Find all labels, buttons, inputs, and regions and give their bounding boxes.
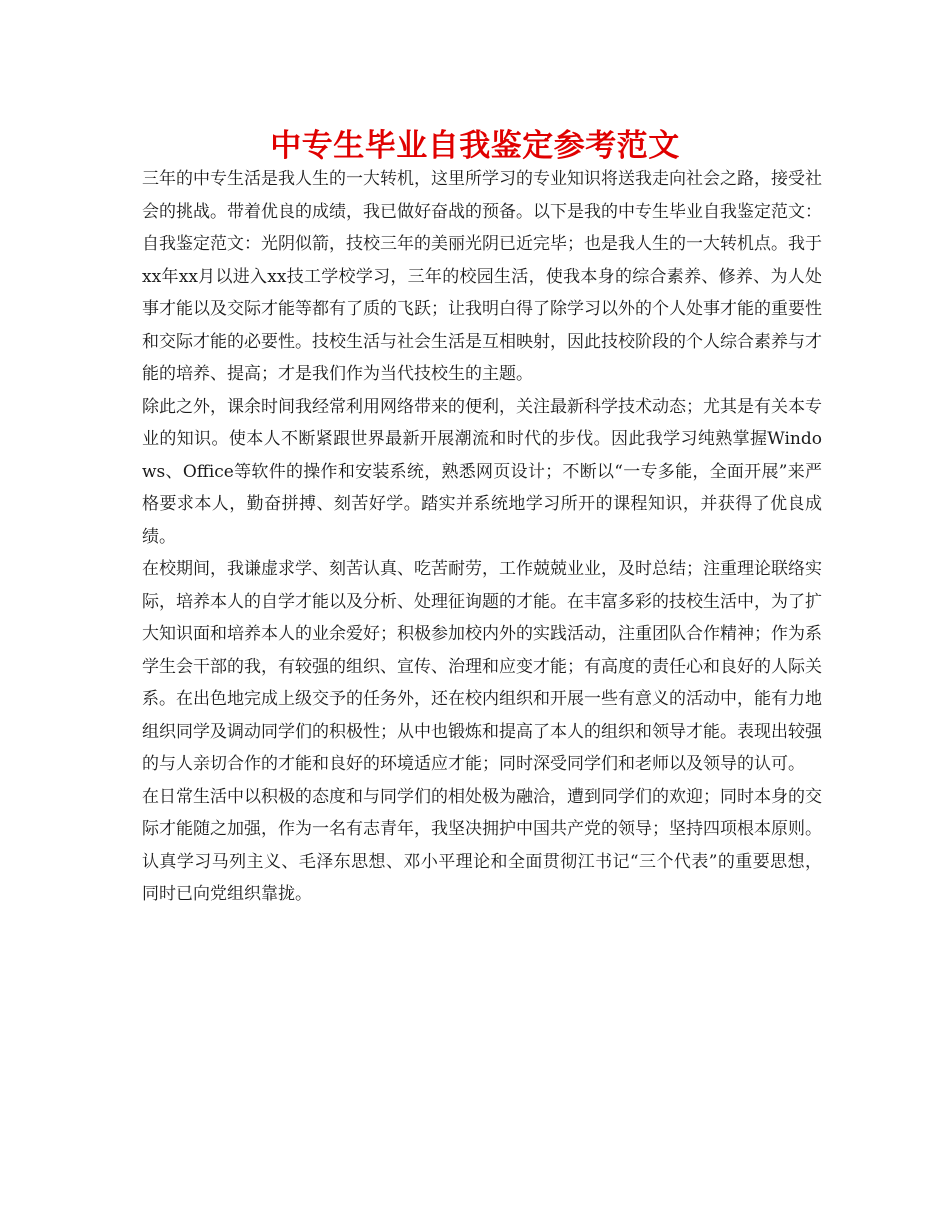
document-title: 中专生毕业自我鉴定参考范文 — [270, 128, 680, 164]
paragraph-self-assessment: 自我鉴定范文：光阴似箭，技校三年的美丽光阴已近完毕；也是我人生的一大转机点。我于xx年xx月以进入xx技工学校学习，三年的校园生活，使我本身的综合素养、修养、为人处事才能以及交际才能等都有了质的飞跃；让我明白得了除学习以外的个人处事才能的重要性和交际才能的必要性。技校生活与社会生活是互相映射，因此技校阶段的个人综合素养与才能的培养、提高；才是我们作为当代技校生的主题。 — [142, 234, 822, 384]
document-body — [142, 163, 822, 911]
paragraph-daily-life: 在日常生活中以积极的态度和与同学们的相处极为融洽，遭到同学们的欢迎；同时本身的交际才能随之加强，作为一名有志青年，我坚决拥护中国共产党的领导；坚持四项根本原则。认真学习马列主义、毛泽东思想、邓小平理论和全面贯彻江书记“三个代表”的重要思想，同时已向党组织靠拢。 — [142, 786, 822, 904]
paragraph-intro: 三年的中专生活是我人生的一大转机，这里所学习的专业知识将送我走向社会之路，接受社会的挑战。带着优良的成绩，我已做好奋战的预备。以下是我的中专生毕业自我鉴定范文： — [142, 169, 822, 222]
paragraph-extracurricular: 除此之外，课余时间我经常利用网络带来的便利，关注最新科学技术动态；尤其是有关本专业的知识。使本人不断紧跟世界最新开展潮流和时代的步伐。因此我学习纯熟掌握Windows、Office等软件的操作和安装系统，熟悉网页设计；不断以“一专多能，全面开展”来严格要求本人，勤奋拼搏、刻苦好学。踏实并系统地学习所开的课程知识，并获得了优良成绩。 — [142, 396, 822, 547]
paragraph-school-period: 在校期间，我谦虚求学、刻苦认真、吃苦耐劳，工作兢兢业业，及时总结；注重理论联络实际，培养本人的自学才能以及分析、处理征询题的才能。在丰富多彩的技校生活中，为了扩大知识面和培养本人的业余爱好；积极参加校内外的实践活动，注重团队合作精神；作为系学生会干部的我，有较强的组织、宣传、治理和应变才能；有高度的责任心和良好的人际关系。在出色地完成上级交予的任务外，还在校内组织和开展一些有意义的活动中，能有力地组织同学及调动同学们的积极性；从中也锻炼和提高了本人的组织和领导才能。表现出较强的与人亲切合作的才能和良好的环境适应才能；同时深受同学们和老师以及领导的认可。 — [142, 559, 822, 774]
